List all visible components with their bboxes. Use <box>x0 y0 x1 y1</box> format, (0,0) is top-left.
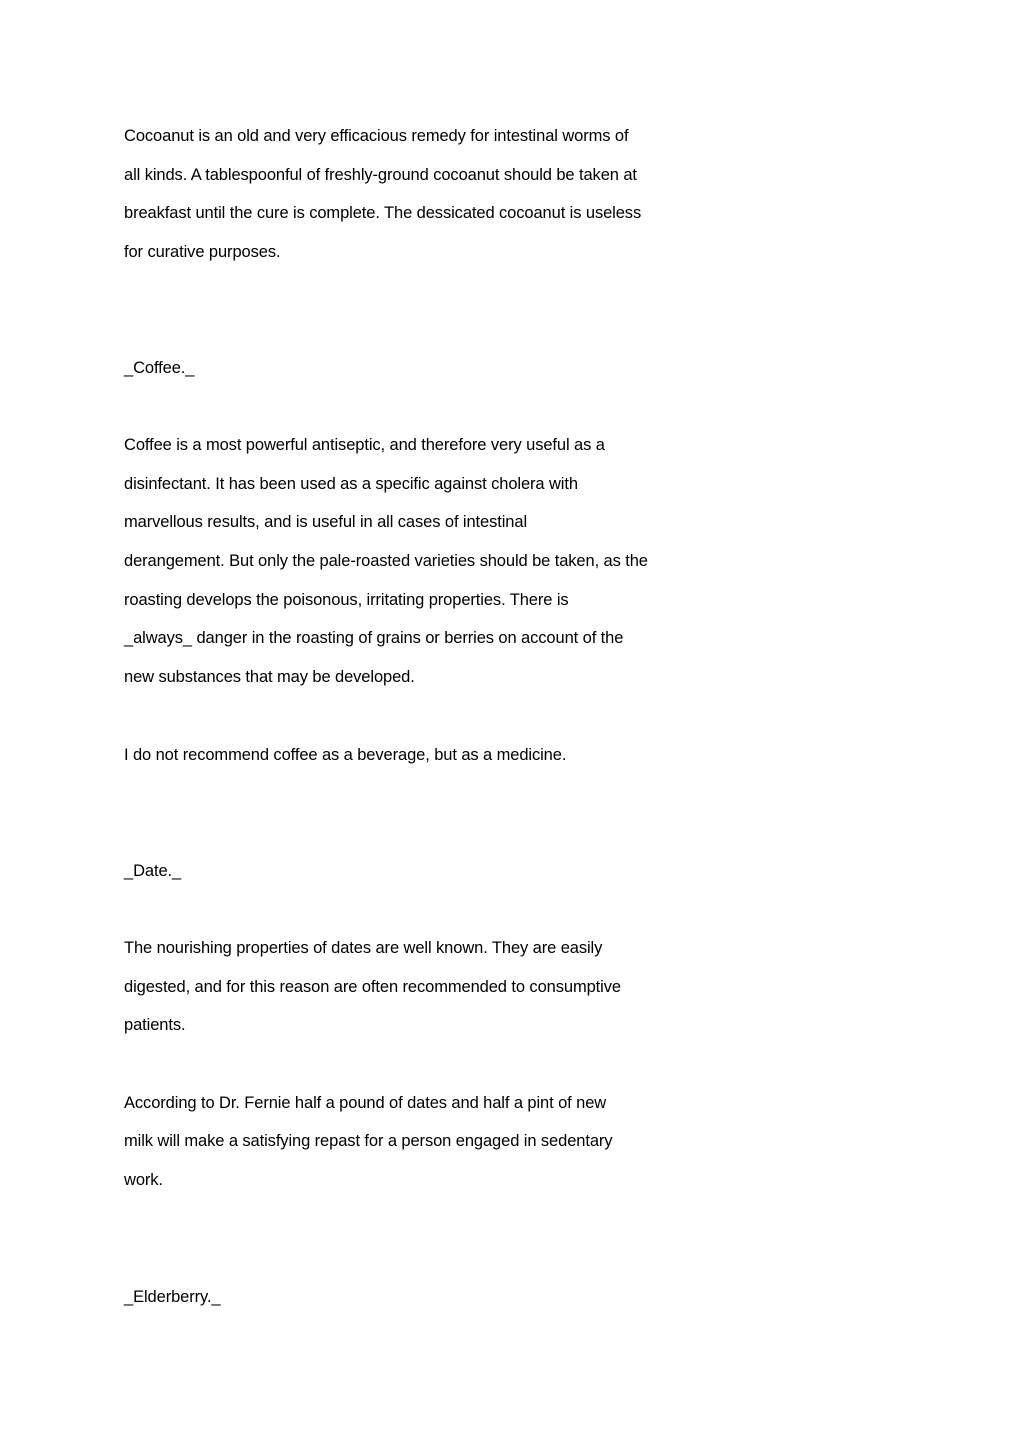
text-line: _always_ danger in the roasting of grains or berries on account of the <box>124 629 624 647</box>
text-line: The nourishing properties of dates are well known. They are easily <box>124 939 603 957</box>
text-line: marvellous results, and is useful in all cases of intestinal <box>124 513 528 531</box>
text-line: breakfast until the cure is complete. The dessicated cocoanut is useless <box>124 204 642 222</box>
text-line: disinfectant. It has been used as a specific against cholera with <box>124 475 578 493</box>
section-heading-coffee: _Coffee._ <box>124 359 195 377</box>
text-line: milk will make a satisfying repast for a person engaged in sedentary <box>124 1132 613 1150</box>
text-line: roasting develops the poisonous, irritating properties. There is <box>124 591 569 609</box>
text-line: I do not recommend coffee as a beverage, but as a medicine. <box>124 746 567 764</box>
text-line: work. <box>124 1171 163 1189</box>
text-line: Cocoanut is an old and very efficacious remedy for intestinal worms of <box>124 127 629 145</box>
section-heading-elderberry: _Elderberry._ <box>124 1288 221 1306</box>
section-heading-date: _Date._ <box>124 862 182 880</box>
text-line: patients. <box>124 1016 186 1034</box>
text-line: for curative purposes. <box>124 243 281 261</box>
text-line: Coffee is a most powerful antiseptic, and therefore very useful as a <box>124 436 605 454</box>
text-line: digested, and for this reason are often recommended to consumptive <box>124 978 621 996</box>
text-line: According to Dr. Fernie half a pound of dates and half a pint of new <box>124 1094 607 1112</box>
text-line: new substances that may be developed. <box>124 668 415 686</box>
text-line: all kinds. A tablespoonful of freshly-ground cocoanut should be taken at <box>124 166 637 184</box>
text-line: derangement. But only the pale-roasted varieties should be taken, as the <box>124 552 648 570</box>
